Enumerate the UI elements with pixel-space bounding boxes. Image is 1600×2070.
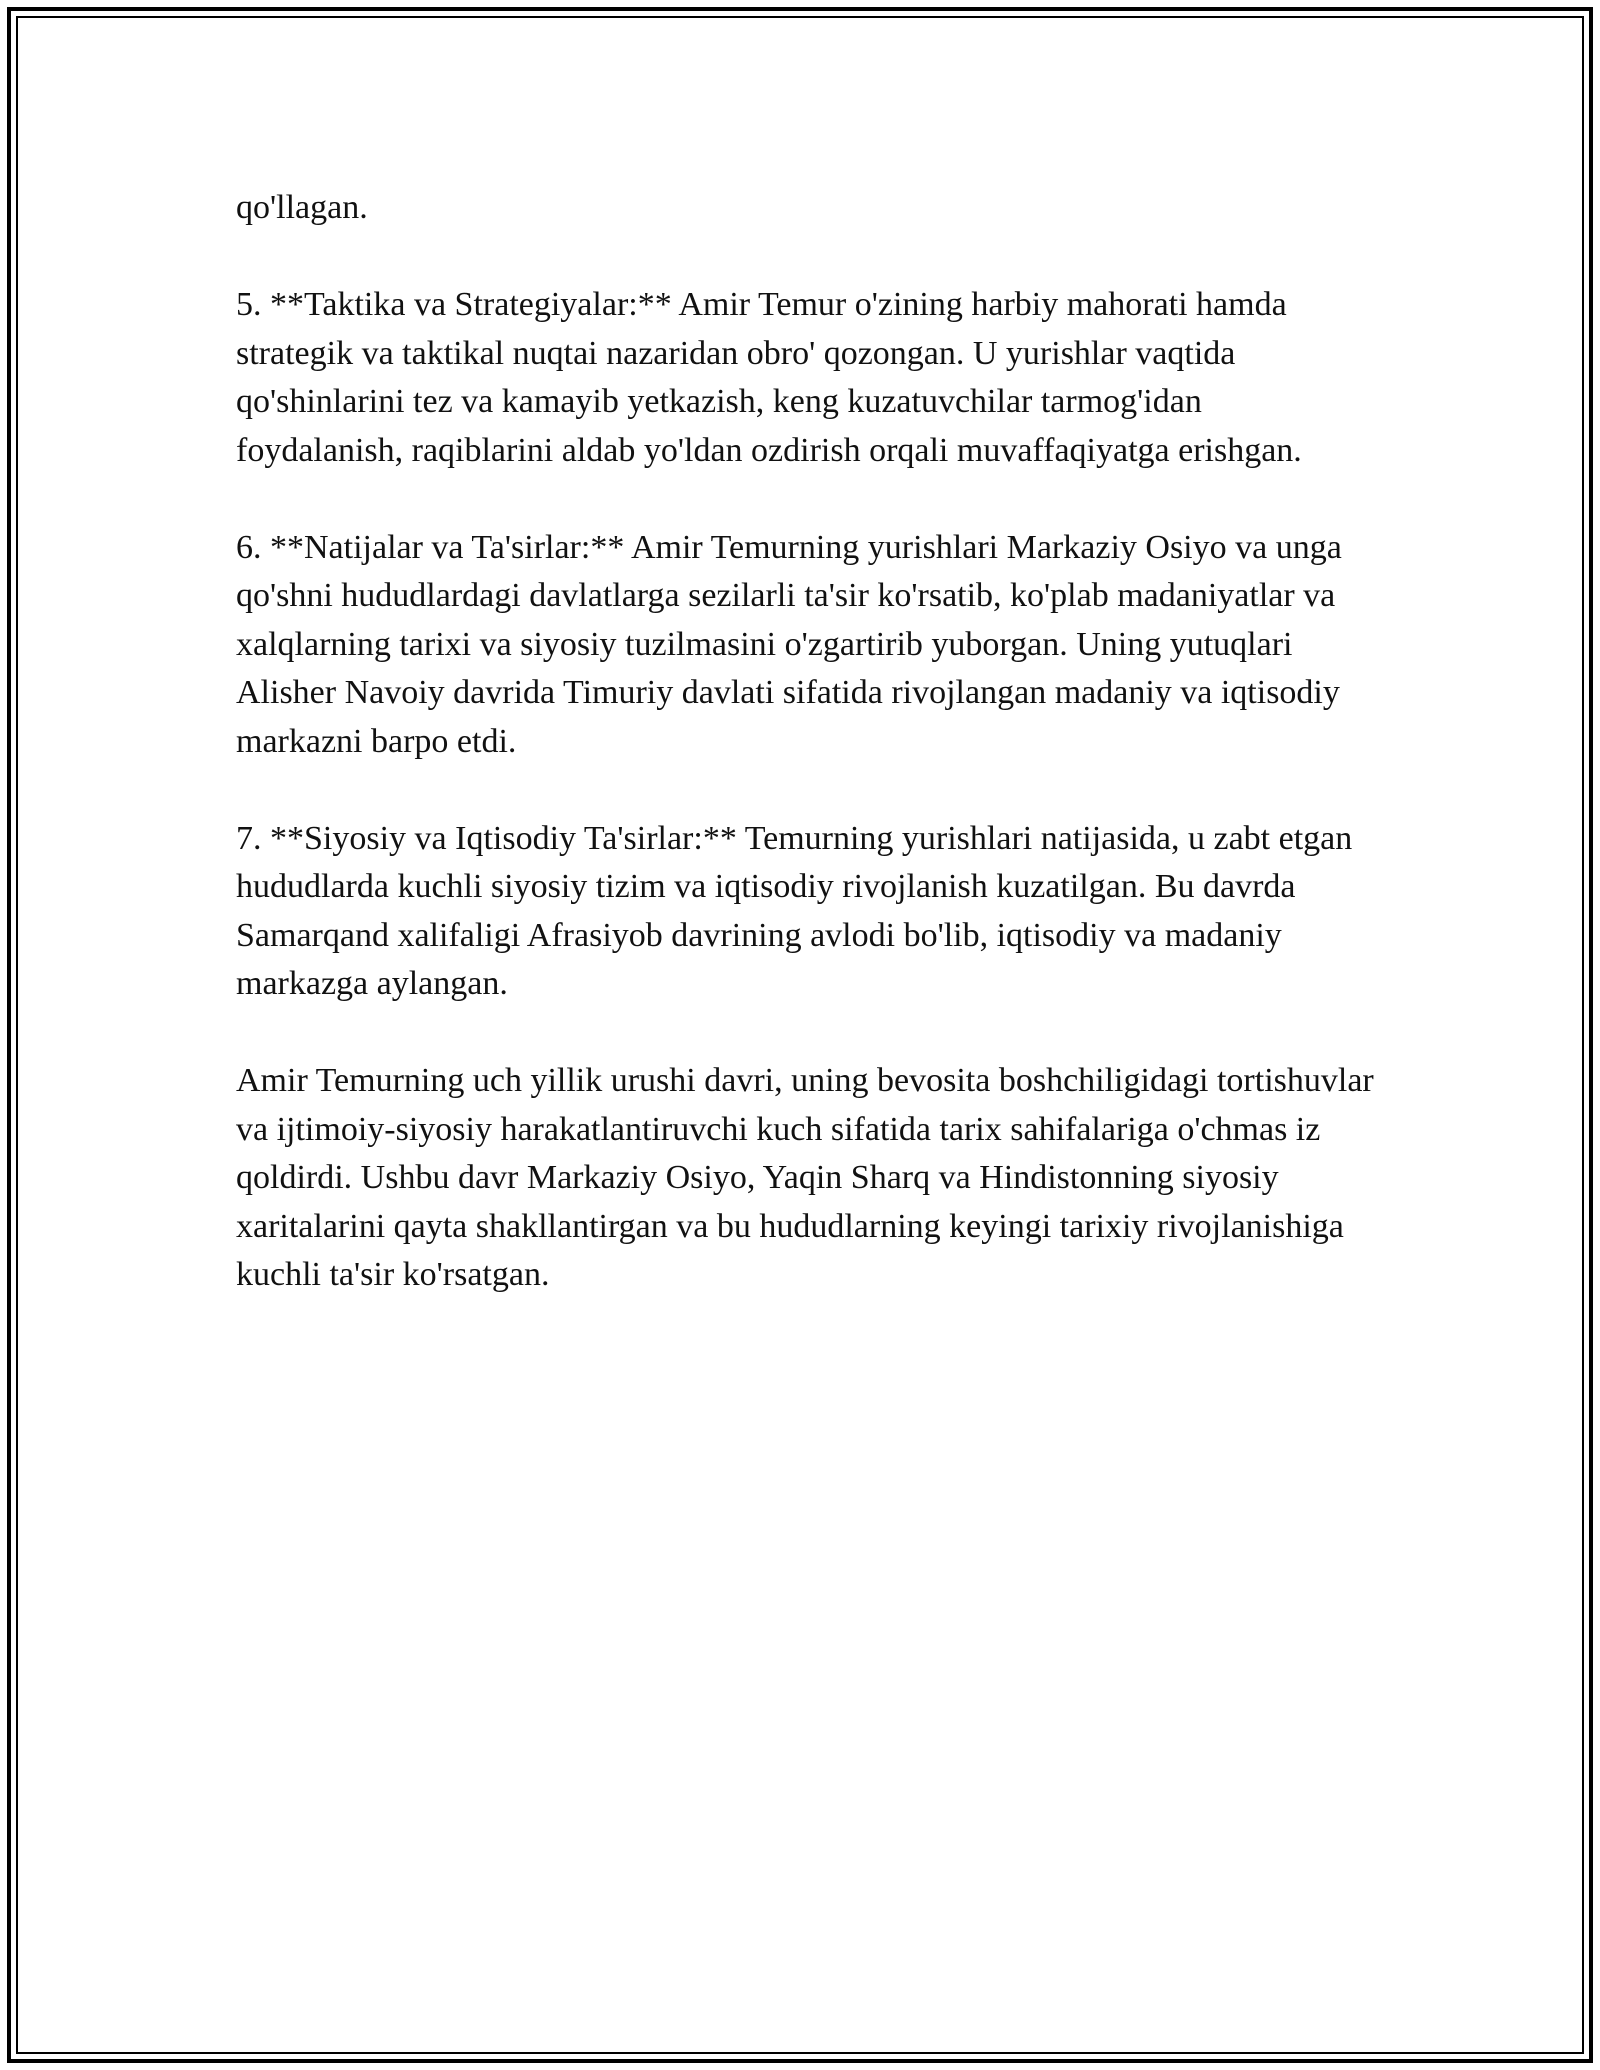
paragraph-political-economic-impacts: 7. **Siyosiy va Iqtisodiy Ta'sirlar:** Temurning yurishlari natijasida, u zabt etgan hududlarda kuchli siyosiy tizim va iqtisodiy rivojlanish kuzatilgan. Bu davrda Samarqand xalifaligi Afrasiyob davrining avlodi bo'lib, iqtisodiy va madaniy markazga aylangan.	[236, 819, 1353, 1002]
paragraph-conclusion: Amir Temurning uch yillik urushi davri, uning bevosita boshchiligidagi tortishuvlar va ijtimoiy-siyosiy harakatlantiruvchi kuch sifatida tarix sahifalariga o'chmas iz qoldirdi. Ushbu davr Markaziy Osiyo, Yaqin Sharq va Hindistonning siyosiy xaritalarini qayta shakllantirgan va bu hududlarning keyingi tarixiy rivojlanishiga kuchli ta'sir ko'rsatgan.	[236, 1062, 1374, 1293]
paragraph-continuation: qo'llagan.	[236, 189, 368, 226]
paragraph-tactics-strategies: 5. **Taktika va Strategiyalar:** Amir Temur o'zining harbiy mahorati hamda strategik va taktikal nuqtai nazaridan obro' qozongan. U yurishlar vaqtida qo'shinlarini tez va kamayib yetkazish, keng kuzatuvchilar tarmog'idan foydalanish, raqiblarini aldab yo'ldan ozdirish orqali muvaffaqiyatga erishgan.	[236, 286, 1302, 469]
document-body	[236, 184, 1376, 1300]
paragraph-results-impacts: 6. **Natijalar va Ta'sirlar:** Amir Temurning yurishlari Markaziy Osiyo va unga qo'shni hududlardagi davlatlarga sezilarli ta'sir ko'rsatib, ko'plab madaniyatlar va xalqlarning tarixi va siyosiy tuzilmasini o'zgartirib yuborgan. Uning yutuqlari Alisher Navoiy davrida Timuriy davlati sifatida rivojlangan madaniy va iqtisodiy markazni barpo etdi.	[236, 528, 1342, 760]
